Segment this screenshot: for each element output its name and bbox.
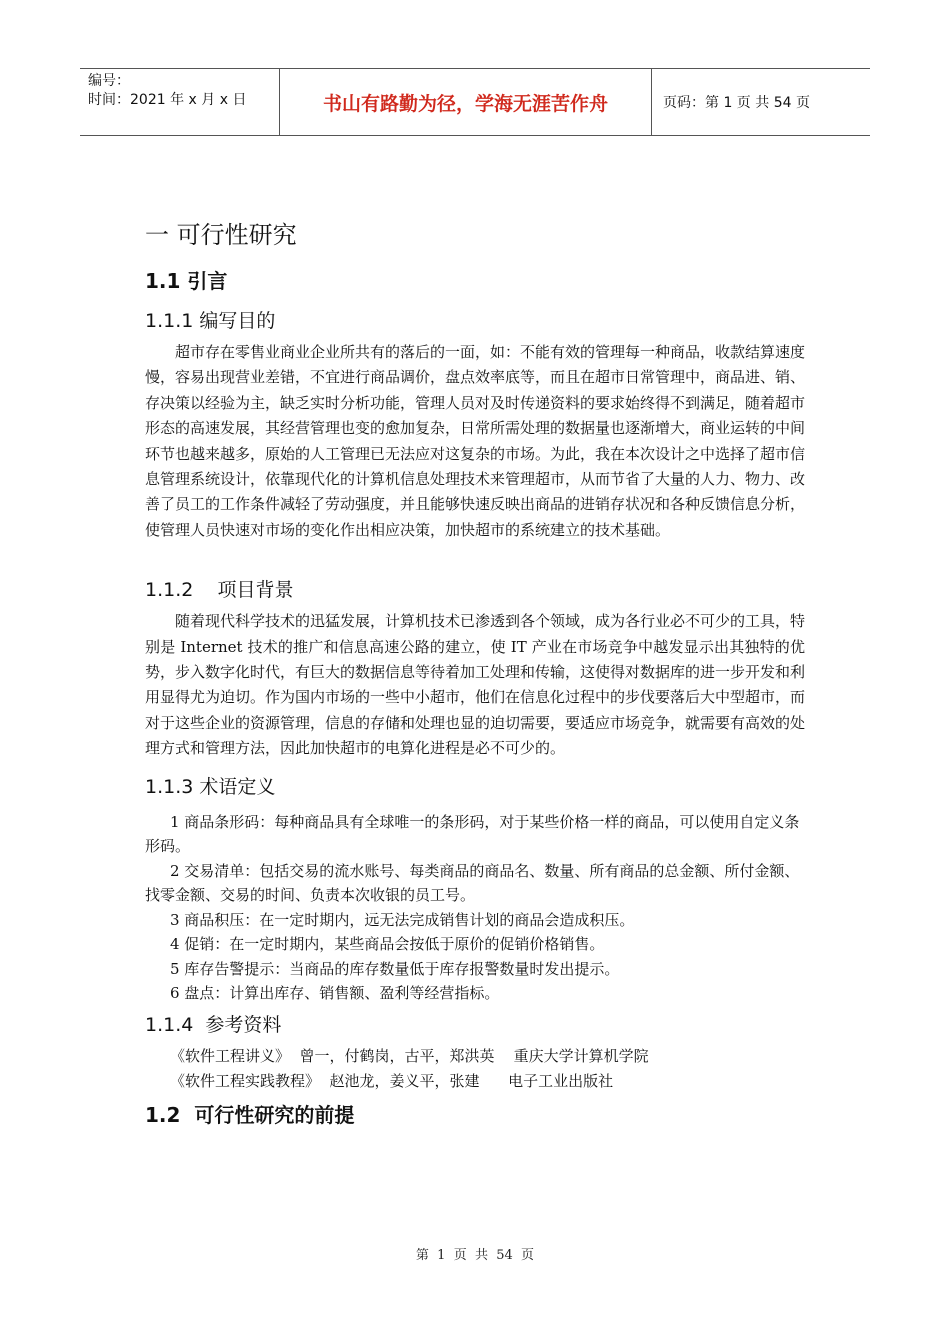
time-label: 时间：2021 年 x 月 x 日	[88, 92, 247, 108]
header-page-info: 页码：第 1 页 共 54 页	[663, 95, 810, 111]
number-label: 编号：	[88, 73, 130, 89]
section-1-1-3-heading: 1.1.3 术语定义	[145, 775, 276, 798]
term-item: 5 库存告警提示：当商品的库存数量低于库存报警数量时发出提示。	[170, 959, 620, 978]
reference-item: 《软件工程实践教程》 赵池龙，姜义平，张建 电子工业出版社	[170, 1071, 614, 1090]
section-1-2-heading: 1.2 可行性研究的前提	[145, 1102, 355, 1127]
term-item: 2 交易清单：包括交易的流水账号、每类商品的商品名、数量、所有商品的总金额、所付金额、找零金额、交易的时间、负责本次收银的员工号。	[145, 861, 800, 905]
term-item: 4 促销：在一定时期内，某些商品会按低于原价的促销价格销售。	[170, 935, 605, 954]
term-item: 1 商品条形码：每种商品具有全球唯一的条形码，对于某些价格一样的商品，可以使用自定义条形码。	[145, 812, 800, 856]
terms-list	[145, 810, 805, 1006]
section-1-1-heading: 1.1 引言	[145, 269, 228, 293]
header-motto: 书山有路勤为径，学海无涯苦作舟	[280, 69, 652, 135]
section-1-1-1-heading: 1.1.1 编写目的	[145, 310, 276, 332]
section-1-1-4-heading: 1.1.4 参考资料	[145, 1013, 282, 1036]
document-body	[145, 210, 805, 1136]
section-1-1-2-paragraph: 随着现代科学技术的迅猛发展，计算机技术已渗透到各个领域，成为各行业必不可少的工具，特别是 Internet 技术的推广和信息高速公路的建立，使 IT 产业在市场竞争中越发显示出其独特的优势，步入数字化时代，有巨大的数据信息等待着加工处理和传输，这使得对数据库的进一步开发和利用显得尤为迫切。作为国内市场的一些中小超市，他们在信息化过程中的步伐要落后大中型超市，而对于这些企业的资源管理，信息的存储和处理也显的迫切需要，要适应市场竞争，就需要有高效的处理方式和管理方法，因此加快超市的电算化进程是必不可少的。	[145, 612, 806, 758]
header-meta	[80, 69, 280, 135]
term-item: 3 商品积压：在一定时期内，远无法完成销售计划的商品会造成积压。	[170, 910, 635, 929]
page-footer: 第 1 页 共 54 页	[415, 1248, 535, 1263]
section-1-1-2-heading: 1.1.2 项目背景	[145, 579, 294, 602]
term-item: 6 盘点：计算出库存、销售额、盈利等经营指标。	[170, 984, 500, 1003]
chapter-title: 一 可行性研究	[145, 221, 297, 249]
section-1-1-1-paragraph: 超市存在零售业商业企业所共有的落后的一面，如：不能有效的管理每一种商品，收款结算速度慢，容易出现营业差错，不宜进行商品调价，盘点效率底等，而且在超市日常管理中，商品进、销、存决策以经验为主，缺乏实时分析功能，管理人员对及时传递资料的要求始终得不到满足，随着超市形态的高速发展，其经营管理也变的愈加复杂，日常所需处理的数据量也逐渐增大，商业运转的中间环节也越来越多，原始的人工管理已无法应对这复杂的市场。为此，我在本次设计之中选择了超市信息管理系统设计，依靠现代化的计算机信息处理技术来管理超市，从而节省了大量的人力、物力、改善了员工的工作条件减轻了劳动强度，并且能够快速反映出商品的进销存状况和各种反馈信息分析，使管理人员快速对市场的变化作出相应决策，加快超市的系统建立的技术基础。	[145, 343, 806, 539]
reference-item: 《软件工程讲义》 曾一，付鹤岗，古平，郑洪英 重庆大学计算机学院	[170, 1046, 649, 1065]
references-list	[145, 1044, 805, 1094]
page-header	[80, 68, 870, 136]
